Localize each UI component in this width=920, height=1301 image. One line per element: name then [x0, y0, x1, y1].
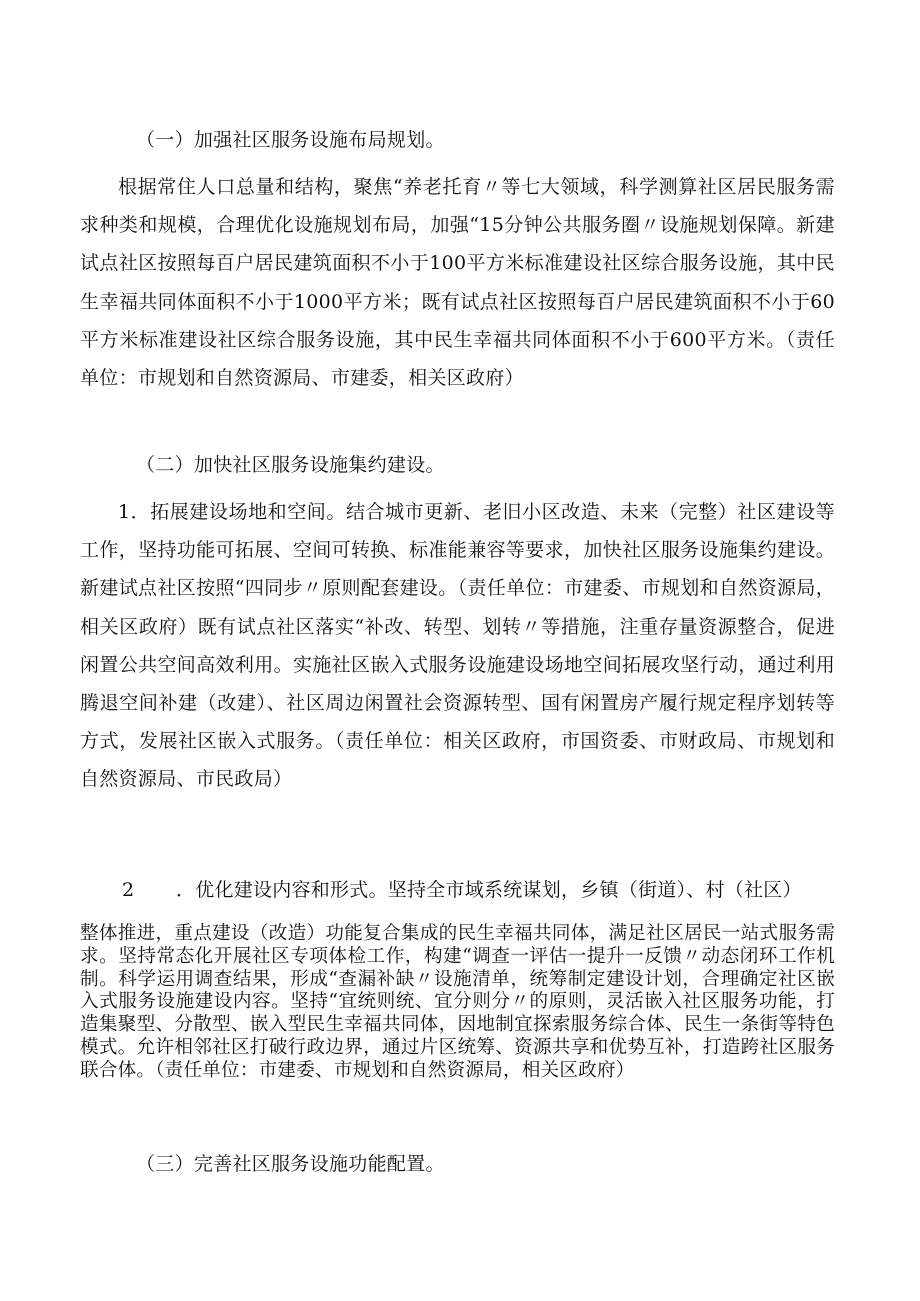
- section-heading-1: （一）加强社区服务设施布局规划。: [136, 129, 445, 151]
- section-heading-3: （三）完善社区服务设施功能配置。: [136, 1153, 445, 1175]
- section-heading-2: （二）加快社区服务设施集约建设。: [136, 454, 445, 476]
- item-number: 2: [122, 879, 135, 901]
- paragraph-layout-planning: 根据常住人口总量和结构，聚焦“养老托育〃等七大领域，科学测算社区居民服务需求种类和规模，合理优化设施规划布局，加强“15分钟公共服务圈〃设施规划保障。新建试点社区按照每百户居民建筑面积不小于100平方米标准建设社区综合服务设施，其中民生幸福共同体面积不小于1000平方米；既有试点社区按照每百户居民建筑面积不小于60平方米标准建设社区综合服务设施，其中民生幸福共同体面积不小于600平方米。（责任单位：市规划和自然资源局、市建委，相关区政府）: [80, 176, 835, 390]
- item-title-line: ．优化建设内容和形式。坚持全市域系统谋划，乡镇（街道）、村（社区）: [176, 879, 802, 901]
- paragraph-optimize-body: 整体推进，重点建设（改造）功能复合集成的民生幸福共同体，满足社区居民一站式服务需求。坚持常态化开展社区专项体检工作，构建“调查一评估一提升一反馈〃动态闭环工作机制。科学运用调查结果，形成“查漏补缺〃设施清单，统筹制定建设计划，合理确定社区嵌入式服务设施建设内容。坚持“宜统则统、宜分则分〃的原则，灵活嵌入社区服务功能，打造集聚型、分散型、嵌入型民生幸福共同体，因地制宜探索服务综合体、民生一条街等特色模式。允许相邻社区打破行政边界，通过片区统筹、资源共享和优势互补，打造跨社区服务联合体。（责任单位：市建委、市规划和自然资源局，相关区政府）: [80, 923, 835, 1081]
- paragraph-expand-space: 1．拓展建设场地和空间。结合城市更新、老旧小区改造、未来（完整）社区建设等工作，坚持功能可拓展、空间可转换、标准能兼容等要求，加快社区服务设施集约建设。新建试点社区按照“四同步〃原则配套建设。（责任单位：市建委、市规划和自然资源局，相关区政府）既有试点社区落实“补改、转型、划转〃等措施，注重存量资源整合，促进闲置公共空间高效利用。实施社区嵌入式服务设施建设场地空间拓展攻坚行动，通过利用腾退空间补建（改建）、社区周边闲置社会资源转型、国有闲置房产履行规定程序划转等方式，发展社区嵌入式服务。（责任单位：相关区政府，市国资委、市财政局、市规划和自然资源局、市民政局）: [80, 501, 835, 791]
